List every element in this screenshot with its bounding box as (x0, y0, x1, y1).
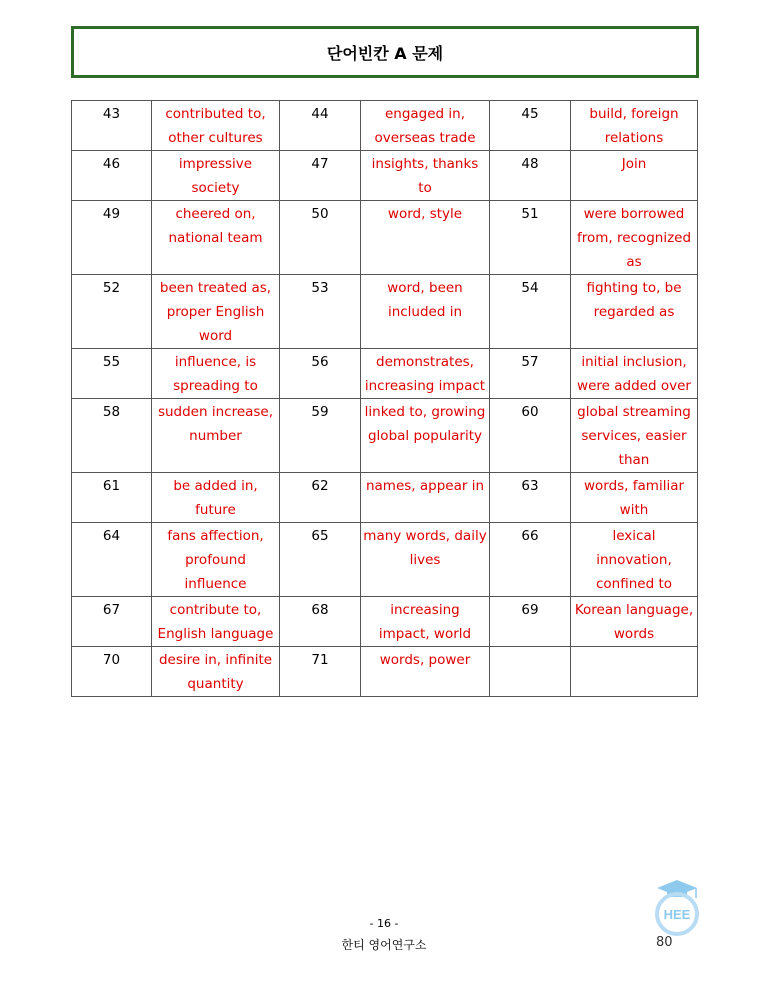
page-title: 단어빈칸 A 문제 (326, 43, 444, 63)
question-number: 53 (280, 275, 361, 349)
answer-cell: been treated as, proper English word (152, 275, 280, 349)
logo-text: HEE (663, 907, 691, 922)
answer-cell: impressive society (152, 151, 280, 201)
table-row (72, 597, 698, 647)
question-number: 44 (280, 101, 361, 151)
answer-cell: word, style (361, 201, 490, 275)
answer-cell: insights, thanks to (361, 151, 490, 201)
answer-cell: words, power (361, 647, 490, 697)
answer-cell: influence, is spreading to (152, 349, 280, 399)
answer-cell: cheered on, national team (152, 201, 280, 275)
question-number: 45 (490, 101, 571, 151)
page-title-box (71, 26, 699, 78)
answer-cell: were borrowed from, recognized as (571, 201, 698, 275)
question-number: 50 (280, 201, 361, 275)
question-number (490, 647, 571, 697)
answer-cell: be added in, future (152, 473, 280, 523)
page-number: - 16 - (369, 917, 399, 930)
answer-cell: Korean language, words (571, 597, 698, 647)
answer-table (71, 100, 698, 697)
answer-cell: engaged in, overseas trade (361, 101, 490, 151)
answer-cell: contributed to, other cultures (152, 101, 280, 151)
question-number: 65 (280, 523, 361, 597)
answer-cell: Join (571, 151, 698, 201)
table-row (72, 473, 698, 523)
table-row (72, 151, 698, 201)
answer-cell: fighting to, be regarded as (571, 275, 698, 349)
question-number: 67 (72, 597, 152, 647)
page-code: 80 (656, 935, 673, 950)
answer-cell: build, foreign relations (571, 101, 698, 151)
answer-cell: fans affection, profound influence (152, 523, 280, 597)
answer-cell: demonstrates, increasing impact (361, 349, 490, 399)
table-row (72, 523, 698, 597)
publisher-name: 한티 영어연구소 (341, 938, 427, 952)
question-number: 54 (490, 275, 571, 349)
answer-cell: names, appear in (361, 473, 490, 523)
answer-cell: many words, daily lives (361, 523, 490, 597)
answer-cell: word, been included in (361, 275, 490, 349)
question-number: 47 (280, 151, 361, 201)
answer-cell: initial inclusion, were added over (571, 349, 698, 399)
question-number: 55 (72, 349, 152, 399)
answer-cell: global streaming services, easier than (571, 399, 698, 473)
question-number: 58 (72, 399, 152, 473)
question-number: 43 (72, 101, 152, 151)
question-number: 60 (490, 399, 571, 473)
table-row (72, 647, 698, 697)
question-number: 71 (280, 647, 361, 697)
answer-cell: words, familiar with (571, 473, 698, 523)
question-number: 62 (280, 473, 361, 523)
table-row (72, 201, 698, 275)
question-number: 56 (280, 349, 361, 399)
question-number: 66 (490, 523, 571, 597)
question-number: 51 (490, 201, 571, 275)
question-number: 48 (490, 151, 571, 201)
question-number: 63 (490, 473, 571, 523)
question-number: 52 (72, 275, 152, 349)
hee-logo-icon (648, 874, 706, 938)
question-number: 49 (72, 201, 152, 275)
table-row (72, 349, 698, 399)
answer-cell: lexical innovation, confined to (571, 523, 698, 597)
answer-cell: desire in, infinite quantity (152, 647, 280, 697)
table-row (72, 101, 698, 151)
answer-cell: sudden increase, number (152, 399, 280, 473)
answer-cell: contribute to, English language (152, 597, 280, 647)
question-number: 64 (72, 523, 152, 597)
question-number: 69 (490, 597, 571, 647)
answer-cell: increasing impact, world (361, 597, 490, 647)
table-row (72, 275, 698, 349)
question-number: 70 (72, 647, 152, 697)
question-number: 46 (72, 151, 152, 201)
table-row (72, 399, 698, 473)
question-number: 61 (72, 473, 152, 523)
answer-cell (571, 647, 698, 697)
answer-cell: linked to, growing global popularity (361, 399, 490, 473)
question-number: 59 (280, 399, 361, 473)
question-number: 68 (280, 597, 361, 647)
question-number: 57 (490, 349, 571, 399)
